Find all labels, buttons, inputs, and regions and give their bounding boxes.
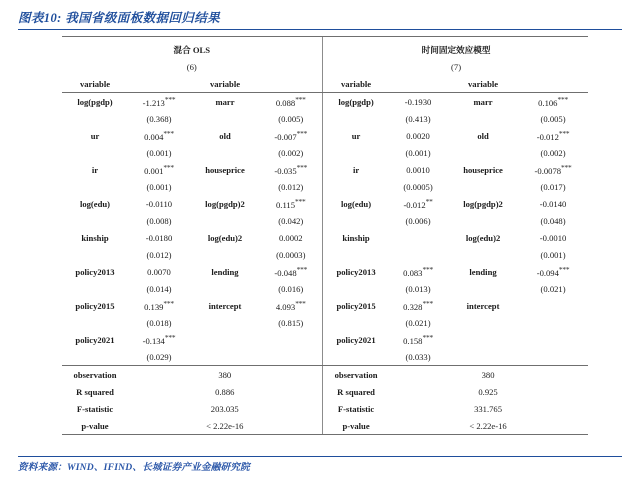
coefficient-value: 0.004*** bbox=[144, 129, 174, 142]
table-row bbox=[62, 127, 588, 144]
coefficient-value: -0.012*** bbox=[536, 129, 570, 142]
significance-stars: *** bbox=[295, 299, 306, 309]
coefficient-value: -0.007*** bbox=[274, 129, 308, 142]
model-number-right: (7) bbox=[451, 61, 462, 72]
variable-name: log(edu)2 bbox=[465, 232, 501, 243]
coefficient-value: 0.106*** bbox=[538, 95, 568, 108]
coefficient-value bbox=[388, 229, 448, 246]
coefficient-value bbox=[518, 297, 588, 314]
coefficient-value: -0.0010 bbox=[539, 232, 567, 243]
variable-name: lending bbox=[469, 266, 497, 277]
variable-name-spacer bbox=[190, 212, 260, 229]
table-row-stderr bbox=[62, 348, 588, 366]
variable-name: old bbox=[477, 130, 489, 141]
significance-stars: *** bbox=[561, 163, 572, 173]
standard-error-value: (0.013) bbox=[405, 283, 431, 294]
variable-name-spacer bbox=[448, 178, 518, 195]
figure-title-row bbox=[18, 9, 622, 31]
variable-name-spacer bbox=[190, 178, 260, 195]
coefficient-value: -0.0180 bbox=[145, 232, 173, 243]
table-row-stderr bbox=[62, 178, 588, 195]
statistic-value: 331.765 bbox=[474, 403, 503, 414]
significance-stars: *** bbox=[422, 333, 433, 343]
coefficient-value: -0.1930 bbox=[404, 96, 432, 107]
model-name-right: 时间固定效应模型 bbox=[324, 37, 588, 59]
coefficient-value: 0.088*** bbox=[275, 95, 306, 108]
standard-error-value: (0.005) bbox=[278, 113, 304, 124]
variable-name-spacer bbox=[448, 314, 518, 331]
table-row bbox=[62, 229, 588, 246]
standard-error-value: (0.001) bbox=[405, 147, 431, 158]
regression-table bbox=[62, 36, 588, 435]
coefficient-value: 0.158*** bbox=[403, 333, 433, 346]
regression-table-body bbox=[62, 37, 588, 435]
standard-error-value: (0.001) bbox=[540, 249, 566, 260]
regression-table-container bbox=[62, 36, 588, 435]
coefficient-value: 0.0020 bbox=[406, 130, 430, 141]
table-row bbox=[62, 93, 588, 111]
variable-name-spacer bbox=[190, 314, 260, 331]
coefficient-value bbox=[260, 331, 322, 348]
variable-name: policy2021 bbox=[75, 334, 115, 345]
variable-name: log(pgdp) bbox=[338, 96, 374, 107]
significance-stars: *** bbox=[422, 265, 433, 275]
variable-name: policy2013 bbox=[75, 266, 115, 277]
variable-name-spacer bbox=[448, 144, 518, 161]
statistic-value: 203.035 bbox=[210, 403, 239, 414]
coefficient-value bbox=[518, 331, 588, 348]
statistic-value: 0.925 bbox=[478, 386, 498, 397]
statistic-value: < 2.22e-16 bbox=[388, 417, 588, 435]
column-header-variable-left-2: variable bbox=[190, 75, 260, 93]
column-header-spacer-right-1 bbox=[388, 75, 448, 93]
standard-error-value: (0.002) bbox=[540, 147, 566, 158]
variable-name: old bbox=[219, 130, 231, 141]
standard-error-value: (0.021) bbox=[540, 283, 566, 294]
model-name-left: 混合 OLS bbox=[62, 37, 322, 59]
source-divider bbox=[18, 456, 622, 457]
standard-error-value: (0.008) bbox=[146, 215, 172, 226]
variable-name-spacer bbox=[190, 348, 260, 366]
standard-error-value: (0.001) bbox=[146, 147, 172, 158]
coefficient-value: -0.134*** bbox=[142, 333, 176, 346]
variable-name: marr bbox=[215, 96, 235, 107]
statistic-label: R squared bbox=[337, 386, 375, 397]
standard-error-value: (0.033) bbox=[388, 348, 448, 366]
variable-name-spacer bbox=[324, 314, 388, 331]
column-header-spacer-left-2 bbox=[260, 75, 322, 93]
variable-name-spacer bbox=[62, 280, 128, 297]
significance-stars: *** bbox=[164, 333, 176, 343]
statistic-value: < 2.22e-16 bbox=[128, 417, 322, 435]
standard-error-value: (0.021) bbox=[405, 317, 431, 328]
table-row bbox=[62, 331, 588, 348]
statistic-label: observation bbox=[334, 369, 378, 380]
coefficient-value: -0.0078*** bbox=[534, 163, 572, 176]
variable-name: log(pgdp)2 bbox=[463, 198, 503, 209]
standard-error-value: (0.014) bbox=[146, 283, 172, 294]
table-row-stderr bbox=[62, 314, 588, 331]
standard-error-value: (0.016) bbox=[278, 283, 304, 294]
significance-stars: ** bbox=[425, 197, 433, 207]
statistic-value: 380 bbox=[218, 369, 232, 380]
table-header-number-row bbox=[62, 58, 588, 75]
significance-stars: *** bbox=[422, 299, 433, 309]
variable-name: ir bbox=[91, 164, 99, 175]
coefficient-value: 4.093*** bbox=[275, 299, 306, 312]
title-underline bbox=[18, 29, 622, 30]
significance-stars: *** bbox=[163, 163, 174, 173]
variable-name-spacer bbox=[448, 280, 518, 297]
standard-error-value: (0.413) bbox=[405, 113, 431, 124]
variable-name: policy2021 bbox=[336, 334, 376, 345]
significance-stars: *** bbox=[163, 129, 174, 139]
statistic-label: R squared bbox=[76, 386, 114, 397]
column-header-spacer-left-1 bbox=[128, 75, 190, 93]
column-header-variable-left-1: variable bbox=[62, 75, 128, 93]
variable-name-spacer bbox=[448, 246, 518, 263]
column-header-variable-right-1: variable bbox=[324, 75, 388, 93]
significance-stars: *** bbox=[557, 95, 568, 105]
variable-name-spacer bbox=[62, 246, 128, 263]
variable-name-spacer bbox=[190, 280, 260, 297]
table-row bbox=[62, 297, 588, 314]
coefficient-value: -1.213*** bbox=[142, 95, 176, 108]
coefficient-value: -0.094*** bbox=[536, 265, 570, 278]
variable-name: policy2015 bbox=[75, 300, 115, 311]
variable-name-spacer bbox=[324, 246, 388, 263]
variable-name-spacer bbox=[324, 280, 388, 297]
variable-name: kinship bbox=[81, 232, 109, 243]
coefficient-value: 0.328*** bbox=[403, 299, 433, 312]
significance-stars: *** bbox=[163, 299, 174, 309]
significance-stars: *** bbox=[164, 95, 176, 105]
table-row-stderr bbox=[62, 144, 588, 161]
variable-name-spacer bbox=[62, 110, 128, 127]
variable-name: marr bbox=[473, 96, 493, 107]
variable-name-spacer bbox=[324, 348, 388, 366]
variable-name: log(edu) bbox=[341, 198, 372, 209]
coefficient-value: 0.139*** bbox=[144, 299, 174, 312]
page-title: 图表10: 我国省级面板数据回归结果 bbox=[18, 11, 220, 25]
variable-name: log(edu)2 bbox=[207, 232, 243, 243]
variable-name-spacer bbox=[324, 178, 388, 195]
table-row bbox=[62, 263, 588, 280]
standard-error-value: (0.001) bbox=[146, 181, 172, 192]
standard-error-value: (0.0003) bbox=[276, 249, 306, 260]
coefficient-value: -0.035*** bbox=[274, 163, 308, 176]
coefficient-value: -0.0110 bbox=[145, 198, 173, 209]
coefficient-value: 0.0002 bbox=[278, 232, 303, 243]
standard-error-value: (0.029) bbox=[128, 348, 190, 366]
coefficient-value: 0.115*** bbox=[276, 197, 306, 210]
variable-name-spacer bbox=[62, 212, 128, 229]
standard-error-value: (0.017) bbox=[540, 181, 566, 192]
standard-error-value: (0.012) bbox=[146, 249, 172, 260]
variable-name bbox=[448, 331, 518, 348]
variable-name: intercept bbox=[466, 300, 500, 311]
standard-error-value bbox=[388, 246, 448, 263]
statistic-value: 0.886 bbox=[215, 386, 235, 397]
table-row-statistic bbox=[62, 366, 588, 384]
variable-name: policy2013 bbox=[336, 266, 376, 277]
variable-name-spacer bbox=[62, 348, 128, 366]
variable-name: intercept bbox=[208, 300, 242, 311]
variable-name: kinship bbox=[342, 232, 370, 243]
table-row-stderr bbox=[62, 246, 588, 263]
variable-name-spacer bbox=[324, 110, 388, 127]
variable-name: log(pgdp) bbox=[77, 96, 113, 107]
variable-name: log(edu) bbox=[79, 198, 111, 209]
variable-name: policy2015 bbox=[336, 300, 376, 311]
coefficient-value: 0.0010 bbox=[406, 164, 430, 175]
significance-stars: *** bbox=[558, 265, 570, 275]
standard-error-value: (0.012) bbox=[278, 181, 304, 192]
variable-name-spacer bbox=[448, 212, 518, 229]
statistic-label: F-statistic bbox=[76, 403, 114, 414]
statistic-value: 380 bbox=[481, 369, 495, 380]
significance-stars: *** bbox=[295, 197, 306, 207]
significance-stars: *** bbox=[296, 129, 308, 139]
table-row-statistic bbox=[62, 383, 588, 400]
standard-error-value bbox=[518, 348, 588, 366]
variable-name-spacer bbox=[324, 144, 388, 161]
table-row-stderr bbox=[62, 212, 588, 229]
variable-name-spacer bbox=[62, 178, 128, 195]
significance-stars: *** bbox=[296, 163, 308, 173]
variable-name: ur bbox=[351, 130, 361, 141]
standard-error-value: (0.002) bbox=[278, 147, 304, 158]
variable-name: ir bbox=[352, 164, 360, 175]
table-row-stderr bbox=[62, 280, 588, 297]
table-row-stderr bbox=[62, 110, 588, 127]
variable-name-spacer bbox=[62, 144, 128, 161]
table-row-statistic bbox=[62, 400, 588, 417]
standard-error-value bbox=[260, 348, 322, 366]
variable-name-spacer bbox=[190, 110, 260, 127]
model-number-left: (6) bbox=[186, 61, 197, 72]
standard-error-value: (0.006) bbox=[405, 215, 431, 226]
coefficient-value: 0.083*** bbox=[403, 265, 433, 278]
standard-error-value: (0.042) bbox=[278, 215, 304, 226]
significance-stars: *** bbox=[296, 265, 308, 275]
column-header-spacer-right-2 bbox=[518, 75, 588, 93]
variable-name-spacer bbox=[190, 246, 260, 263]
standard-error-value: (0.018) bbox=[146, 317, 172, 328]
variable-name: lending bbox=[211, 266, 239, 277]
variable-name-spacer bbox=[190, 144, 260, 161]
standard-error-value: (0.0005) bbox=[403, 181, 433, 192]
column-header-variable-right-2: variable bbox=[448, 75, 518, 93]
coefficient-value: -0.012** bbox=[403, 197, 433, 210]
statistic-label: observation bbox=[73, 369, 117, 380]
coefficient-value: -0.0140 bbox=[539, 198, 567, 209]
standard-error-value: (0.048) bbox=[540, 215, 566, 226]
coefficient-value: 0.0070 bbox=[147, 266, 171, 277]
table-header-variable-row bbox=[62, 75, 588, 93]
significance-stars: *** bbox=[295, 95, 306, 105]
table-row bbox=[62, 195, 588, 212]
source-note: 资料来源：WIND、IFIND、长城证券产业金融研究院 bbox=[18, 462, 250, 473]
variable-name-spacer bbox=[448, 348, 518, 366]
variable-name-spacer bbox=[62, 314, 128, 331]
standard-error-value: (0.368) bbox=[146, 113, 172, 124]
variable-name: houseprice bbox=[205, 164, 245, 175]
table-header-model-row bbox=[62, 37, 588, 59]
variable-name-spacer bbox=[324, 212, 388, 229]
table-row-statistic bbox=[62, 417, 588, 435]
standard-error-value: (0.005) bbox=[540, 113, 566, 124]
variable-name: log(pgdp)2 bbox=[205, 198, 245, 209]
statistic-label: p-value bbox=[324, 417, 388, 435]
variable-name-spacer bbox=[448, 110, 518, 127]
statistic-label: F-statistic bbox=[337, 403, 375, 414]
coefficient-value: -0.048*** bbox=[274, 265, 308, 278]
standard-error-value bbox=[518, 314, 588, 331]
standard-error-value: (0.815) bbox=[278, 317, 304, 328]
variable-name: houseprice bbox=[463, 164, 503, 175]
table-row bbox=[62, 161, 588, 178]
statistic-label: p-value bbox=[62, 417, 128, 435]
variable-name: ur bbox=[90, 130, 100, 141]
variable-name bbox=[190, 331, 260, 348]
significance-stars: *** bbox=[558, 129, 570, 139]
coefficient-value: 0.001*** bbox=[144, 163, 174, 176]
